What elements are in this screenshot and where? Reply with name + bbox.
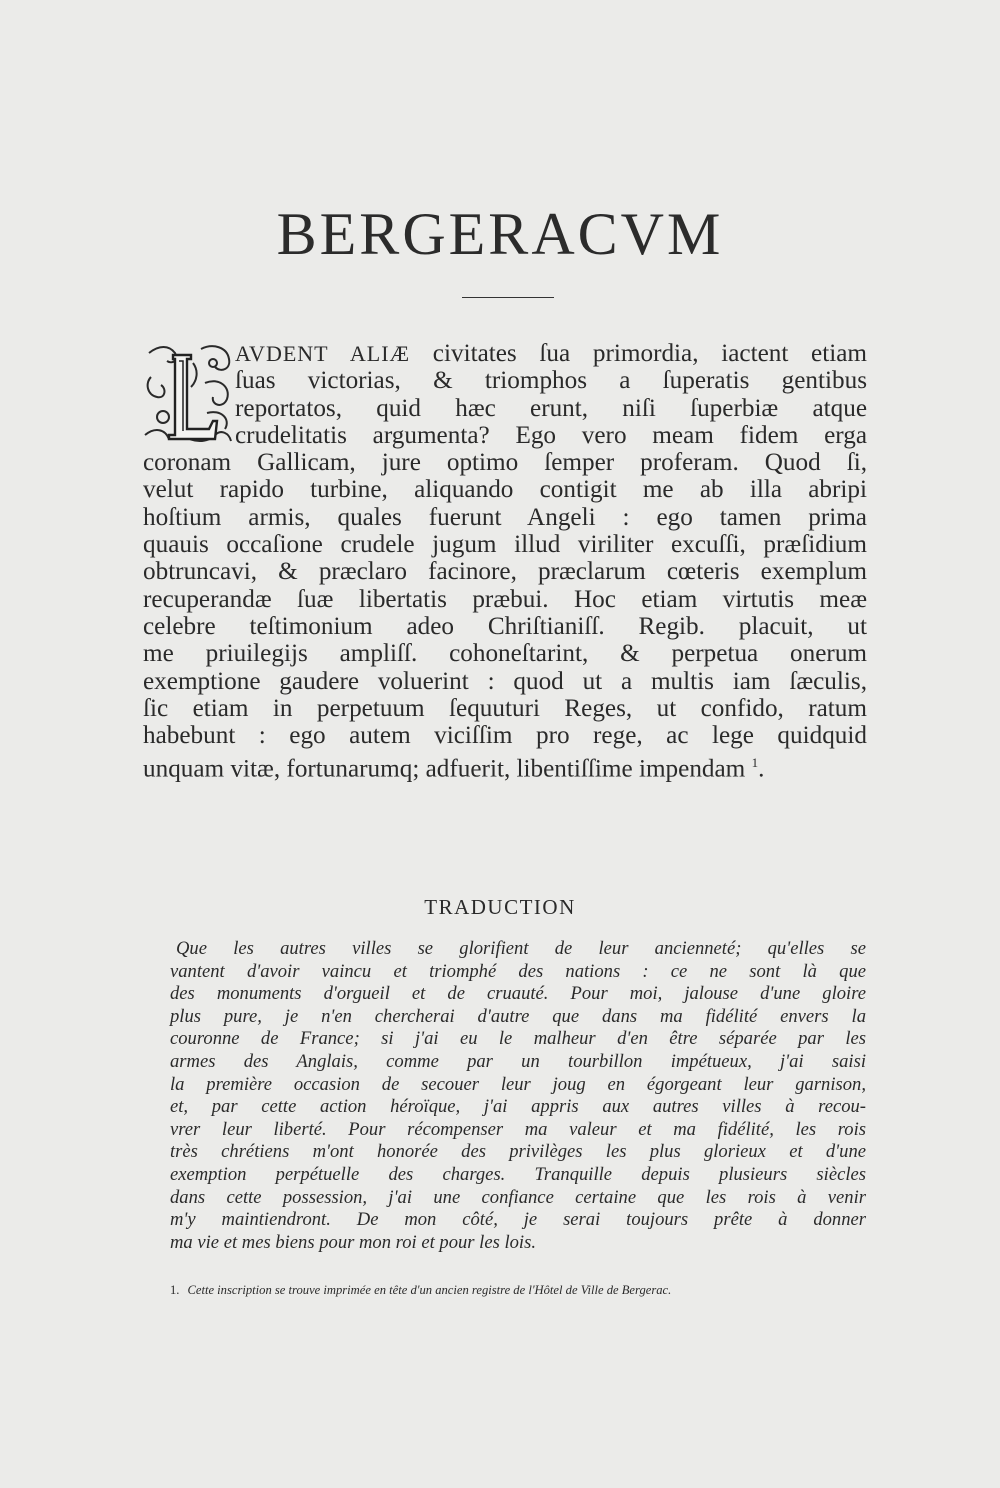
latin-line: coronam Gallicam, jure optimo ſemper proferam. Quod ſi, [143,449,867,477]
footnote-reference[interactable]: 1 [751,755,759,771]
translation-line-last: ma vie et mes biens pour mon roi et pour les lois. [170,1231,536,1253]
latin-line-text: AVDENT ALIÆ civitates ſua primordia, iactent etiam [235,340,868,367]
latin-line-text: unquam vitæ, fortunarumq; adfuerit, libentiſſime impendam [143,755,746,783]
opening-small-caps: AVDENT ALIÆ [235,341,411,366]
translation-line: la première occasion de secouer leur joug en égorgeant leur garnison, [170,1073,866,1095]
translation-line: exemption perpétuelle des charges. Tranquille depuis plusieurs siècles [170,1163,866,1185]
latin-line: ſuas victorias, & triomphos a ſuperatis gentibus [235,367,867,395]
latin-line: ſic etiam in perpetuum ſequuturi Reges, ut confido, ratum [143,694,867,722]
translation-text [170,938,866,1254]
footnote-text: Cette inscription se trouve imprimée en tête d'un ancien registre de l'Hôtel de Ville de Bergerac. [187,1283,672,1297]
footnote [170,1283,870,1298]
latin-line-last: unquam vitæ, fortunarumq; adfuerit, libentiſſime impendam $^1$. [143,755,765,783]
latin-line: obtruncavi, & præclaro facinore, præclarum cœteris exemplum [143,558,867,586]
translation-line: dans cette possession, j'ai une confiance certaine que les rois à venir [170,1186,866,1208]
latin-line: celebre teſtimonium adeo Chriſtianiſſ. Regib. placuit, ut [143,612,867,640]
latin-line: crudelitatis argumenta? Ego vero meam fidem erga [235,421,867,449]
translation-line: vantent d'avoir vaincu et triomphé des nations : ce ne sont là que [170,960,866,982]
latin-line: velut rapido turbine, aliquando contigit me ab illa abripi [143,476,867,504]
footnote-number: 1. [170,1283,180,1297]
translation-line: m'y maintiendront. De mon côté, je serai toujours prête à donner [170,1209,866,1231]
translation-line: des monuments d'orgueil et de cruauté. Pour moi, jalouse d'une gloire [170,983,866,1005]
title-rule [462,297,554,298]
page-title: BERGERACVM [276,201,724,267]
latin-line: exemptione gaudere voluerint : quod ut a multis iam ſæculis, [143,667,867,695]
latin-line: reportatos, quid hæc erunt, niſi ſuperbiæ atque [235,394,867,422]
latin-line: me priuilegijs ampliſſ. cohoneſtarint, & perpetua onerum [143,640,867,668]
translation-line: et, par cette action héroïque, j'ai appris aux autres villes à recou- [170,1096,866,1118]
translation-line: Que les autres villes se glorifient de leur ancienneté; qu'elles se [176,938,866,959]
translation-heading: TRADUCTION [424,895,576,919]
translation-line: très chrétiens m'ont honorée des privilèges les plus glorieux et d'une [170,1141,866,1163]
translation-line: couronne de France; si j'ai eu le malheur d'en être séparée par les [170,1028,866,1050]
latin-line: habebunt : ego autem viciſſim pro rege, ac lege quidquid [143,722,867,750]
latin-inscription [143,340,868,783]
latin-line: hoſtium armis, quales fuerunt Angeli : ego tamen prima [143,503,867,531]
latin-line: recuperandæ ſuæ libertatis præbui. Hoc etiam virtutis meæ [143,585,867,613]
translation-line: plus pure, je n'en chercherai d'autre que dans ma fidélité envers la [170,1005,866,1027]
translation-line: vrer leur liberté. Pour récompenser ma valeur et ma fidélité, les rois [170,1118,866,1140]
latin-line [143,340,867,367]
translation-line: armes des Anglais, comme par un tourbillon impétueux, j'ai saisi [170,1050,866,1072]
latin-line: quauis occaſione crudele jugum illud viriliter excuſſi, præſidium [143,531,867,559]
